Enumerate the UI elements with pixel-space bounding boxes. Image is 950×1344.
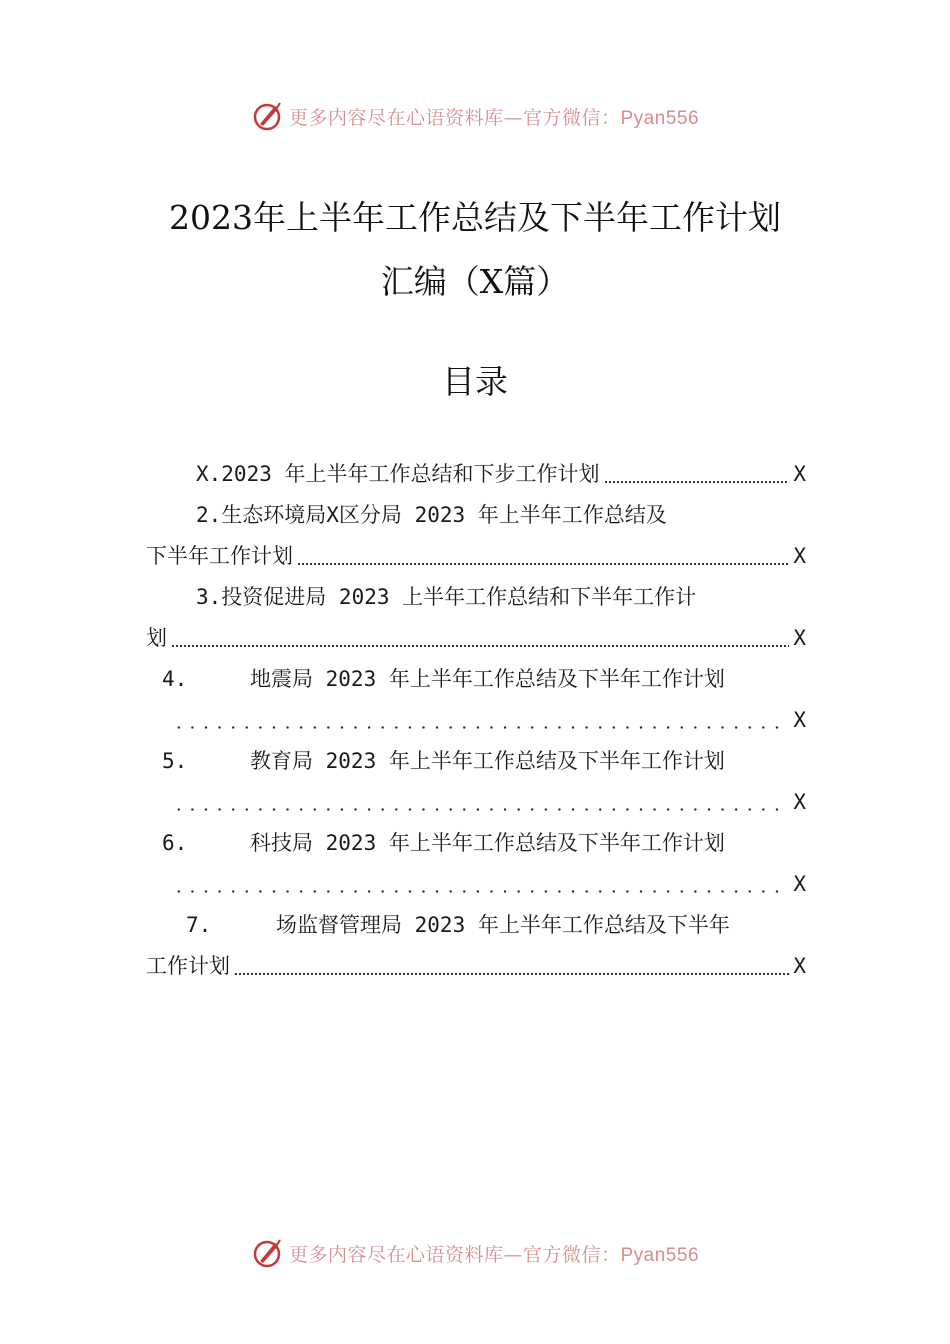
toc-entry-4-line-1[interactable] [146,661,806,697]
toc-entry-5[interactable] [146,784,806,820]
toc-entry-7-page: X [793,954,806,978]
toc-entry-2-text: 2.生态环境局X区分局 2023 年上半年工作总结及 [196,503,667,527]
toc-entry-5-page: X [793,790,806,814]
toc-entry-3-text: 3.投资促进局 2023 上半年工作总结和下半年工作计 [196,585,697,609]
toc-entry-6[interactable] [146,866,806,902]
toc-entry-6-number: 6. [162,831,188,855]
toc-entry-7-text: 场监督管理局 2023 年上半年工作总结及下半年 [276,913,730,937]
dot-leader [172,808,781,811]
quill-logo-icon [251,1237,283,1269]
dot-leader [172,726,781,729]
toc-entry-3-page: X [793,626,806,650]
toc-entry-2[interactable] [146,538,806,574]
toc-entry-1-page: X [793,462,806,486]
header-watermark-banner [0,96,950,136]
dot-leader [297,563,789,565]
toc-entry-4[interactable] [146,702,806,738]
toc-entry-5-number: 5. [162,749,188,773]
toc-entry-6-line-1[interactable] [146,825,806,861]
toc-entry-7-text-cont: 工作计划 [146,954,230,978]
toc-heading: 目录 [442,362,508,401]
toc-entry-5-text: 教育局 2023 年上半年工作总结及下半年工作计划 [250,749,725,773]
document-title-line-2: 汇编（X篇） [380,262,570,301]
toc-entry-7-line-1[interactable] [146,907,806,943]
toc-entry-4-page: X [793,708,806,732]
dot-leader [172,890,781,893]
toc-entry-2-text-cont: 下半年工作计划 [146,544,293,568]
dot-leader [171,645,789,647]
toc-entry-5-line-1[interactable] [146,743,806,779]
toc-entry-6-page: X [793,872,806,896]
banner-text: 更多内容尽在心语资料库—官方微信：Pyan556 [288,106,700,129]
toc-entry-2-line-1[interactable] [146,497,806,533]
toc-entry-3-line-1[interactable] [146,579,806,615]
toc-entry-7-number: 7. [186,913,212,937]
toc-entry-6-text: 科技局 2023 年上半年工作总结及下半年工作计划 [250,831,725,855]
document-title-line-1: 2023年上半年工作总结及下半年工作计划 [169,198,781,237]
dot-leader [234,973,789,975]
toc-entry-4-number: 4. [162,667,188,691]
toc-entry-3[interactable] [146,620,806,656]
toc-entry-3-text-cont: 划 [146,626,167,650]
quill-logo-icon [251,100,283,132]
dot-leader [604,481,790,483]
toc-entry-2-page: X [793,544,806,568]
toc-entry-1[interactable] [146,456,806,492]
toc-entry-7[interactable] [146,948,806,984]
footer-watermark-banner [0,1233,950,1273]
toc-entry-4-text: 地震局 2023 年上半年工作总结及下半年工作计划 [250,667,725,691]
toc-entry-1-text: X.2023 年上半年工作总结和下步工作计划 [196,462,600,486]
banner-text: 更多内容尽在心语资料库—官方微信：Pyan556 [288,1243,700,1266]
